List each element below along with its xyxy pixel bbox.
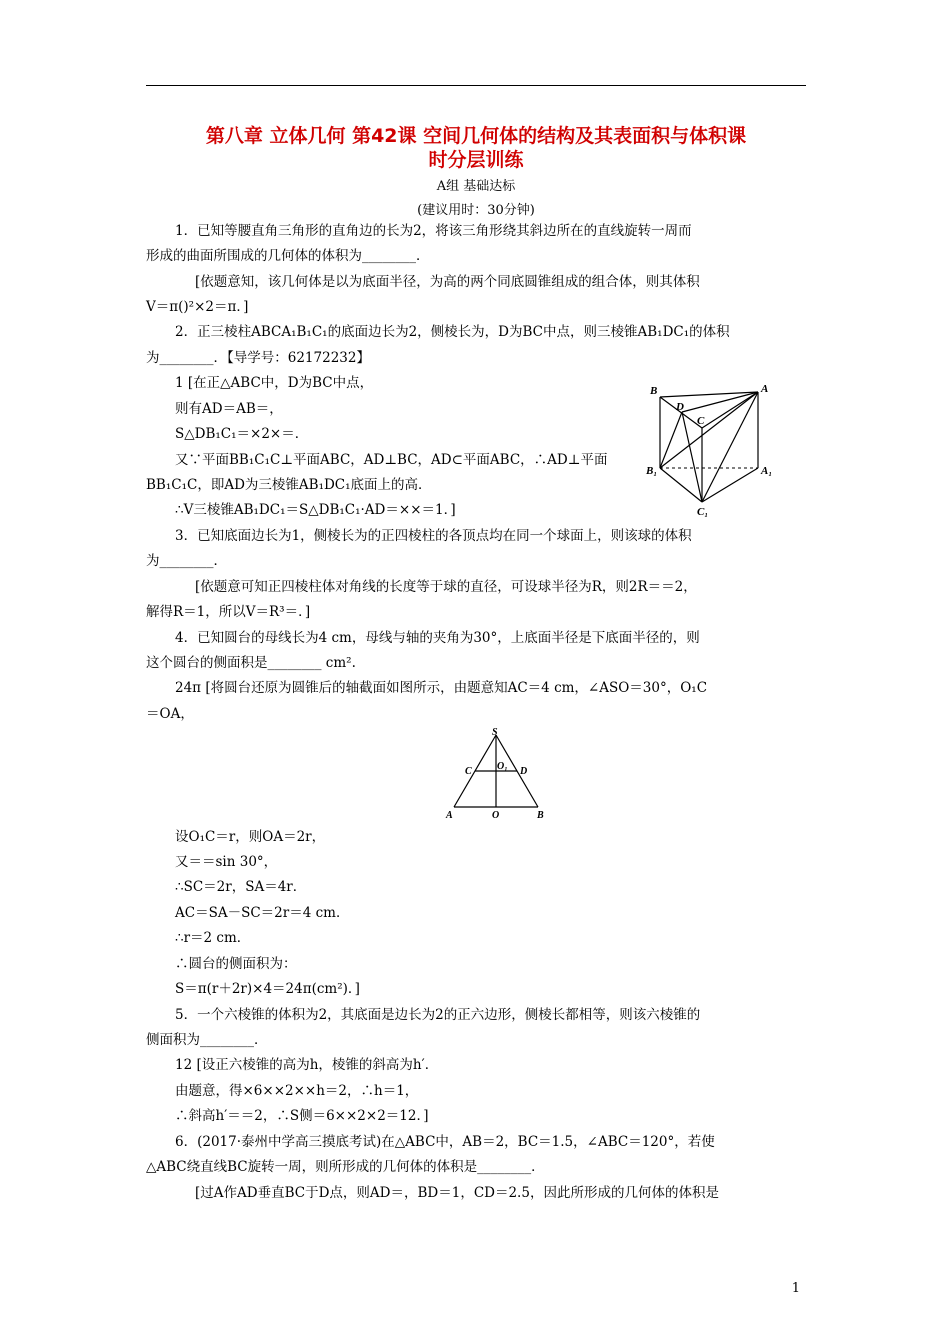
label-A: A [761, 383, 769, 395]
text-line: S＝π(r＋2r)×4＝24π(cm²)．] [175, 981, 360, 997]
text-line: 4．已知圆台的母线长为4 cm，母线与轴的夹角为30°，上底面半径是下底面半径的，则 [175, 630, 700, 646]
text-line: 由题意，得×6××2××h＝2，∴h＝1， [175, 1083, 419, 1099]
label-C: C [465, 766, 472, 777]
text-line: 为________．【导学号：62172232】 [146, 350, 370, 366]
text-line: [依题意可知正四棱柱体对角线的长度等于球的直径，可设球半径为R，则2R＝＝2， [195, 579, 697, 595]
label-C1: C₁ [697, 506, 709, 518]
text-line: 形成的曲面所围成的几何体的体积为________． [146, 248, 430, 264]
text-line: 侧面积为________． [146, 1032, 268, 1048]
text-line: 24π [将圆台还原为圆锥后的轴截面如图所示，由题意知AC＝4 cm，∠ASO＝30°，O₁C [175, 680, 708, 696]
text-line: [过A作AD垂直BC于D点，则AD＝，BD＝1，CD＝2.5，因此所形成的几何体的体积是 [195, 1185, 719, 1201]
text-line: ∴斜高h′＝＝2，∴S侧＝6××2×2＝12．] [175, 1108, 429, 1124]
label-D: D [520, 766, 528, 777]
group-heading: A组 基础达标 [436, 179, 516, 194]
label-B: B [650, 385, 658, 397]
text-line: 为________． [146, 553, 227, 569]
text-line: ∴V三棱锥AB₁DC₁＝S△DB₁C₁·AD＝××＝1．] [175, 502, 456, 518]
text-line: AC＝SA－SC＝2r＝4 cm． [175, 905, 350, 921]
text-line: 这个圆台的侧面积是________ cm². [146, 655, 356, 671]
text-line: 又＝＝sin 30°， [175, 854, 278, 870]
text-line: ＝OA， [146, 706, 194, 722]
text-line: 1．已知等腰直角三角形的直角边的长为2，将该三角形绕其斜边所在的直线旋转一周而 [175, 223, 692, 239]
text-line: ∴圆台的侧面积为： [175, 956, 297, 972]
page-title-line2: 时分层训练 [428, 149, 524, 171]
label-C: C [697, 415, 705, 427]
text-line: BB₁C₁C，即AD为三棱锥AB₁DC₁底面上的高． [146, 477, 432, 493]
text-line: 设O₁C＝r，则OA＝2r， [175, 829, 326, 845]
text-line: ∴SC＝2r，SA＝4r． [175, 879, 307, 895]
text-line: ∴r＝2 cm． [175, 930, 251, 946]
text-line: 1 [在正△ABC中，D为BC中点， [175, 375, 374, 391]
cone-section-figure [440, 727, 550, 822]
page-title-line1: 第八章 立体几何 第42课 空间几何体的结构及其表面积与体积课 [205, 125, 747, 147]
text-line: 2．正三棱柱ABCA₁B₁C₁的底面边长为2，侧棱长为，D为BC中点，则三棱锥AB₁DC₁的体积 [175, 324, 730, 340]
label-S: S [492, 727, 498, 738]
label-A1: A₁ [761, 465, 773, 477]
label-B1: B₁ [646, 465, 658, 477]
label-B: B [537, 810, 544, 821]
text-line: [依题意知，该几何体是以为底面半径，为高的两个同底圆锥组成的组合体，则其体积 [195, 274, 700, 290]
label-O: O [492, 810, 500, 821]
text-line: 3．已知底面边长为1，侧棱长为的正四棱柱的各顶点均在同一个球面上，则该球的体积 [175, 528, 692, 544]
label-O1: O₁ [497, 761, 508, 772]
label-A: A [446, 810, 453, 821]
text-line: 则有AD＝AB＝， [175, 401, 283, 417]
prism-figure [640, 380, 790, 520]
time-note: (建议用时：30分钟) [417, 203, 535, 218]
text-line: 12 [设正六棱锥的高为h，棱锥的斜高为h′． [175, 1057, 439, 1073]
label-D: D [676, 401, 684, 413]
text-line: 又∵平面BB₁C₁C⊥平面ABC，AD⊥BC，AD⊂平面ABC，∴AD⊥平面 [175, 452, 608, 468]
text-line: 5．一个六棱锥的体积为2，其底面是边长为2的正六边形，侧棱长都相等，则该六棱锥的 [175, 1007, 701, 1023]
text-line: 6．(2017·泰州中学高三摸底考试)在△ABC中，AB＝2，BC＝1.5，∠ABC＝120°，若使 [175, 1134, 715, 1150]
header-rule [146, 85, 806, 86]
text-line: V＝π()²×2＝π．] [146, 299, 249, 315]
text-line: S△DB₁C₁＝×2×＝． [175, 426, 309, 442]
text-line: △ABC绕直线BC旋转一周，则所形成的几何体的体积是________． [146, 1159, 545, 1175]
text-line: 解得R＝1，所以V＝R³＝．] [146, 604, 311, 620]
page-number: 1 [791, 1281, 800, 1296]
